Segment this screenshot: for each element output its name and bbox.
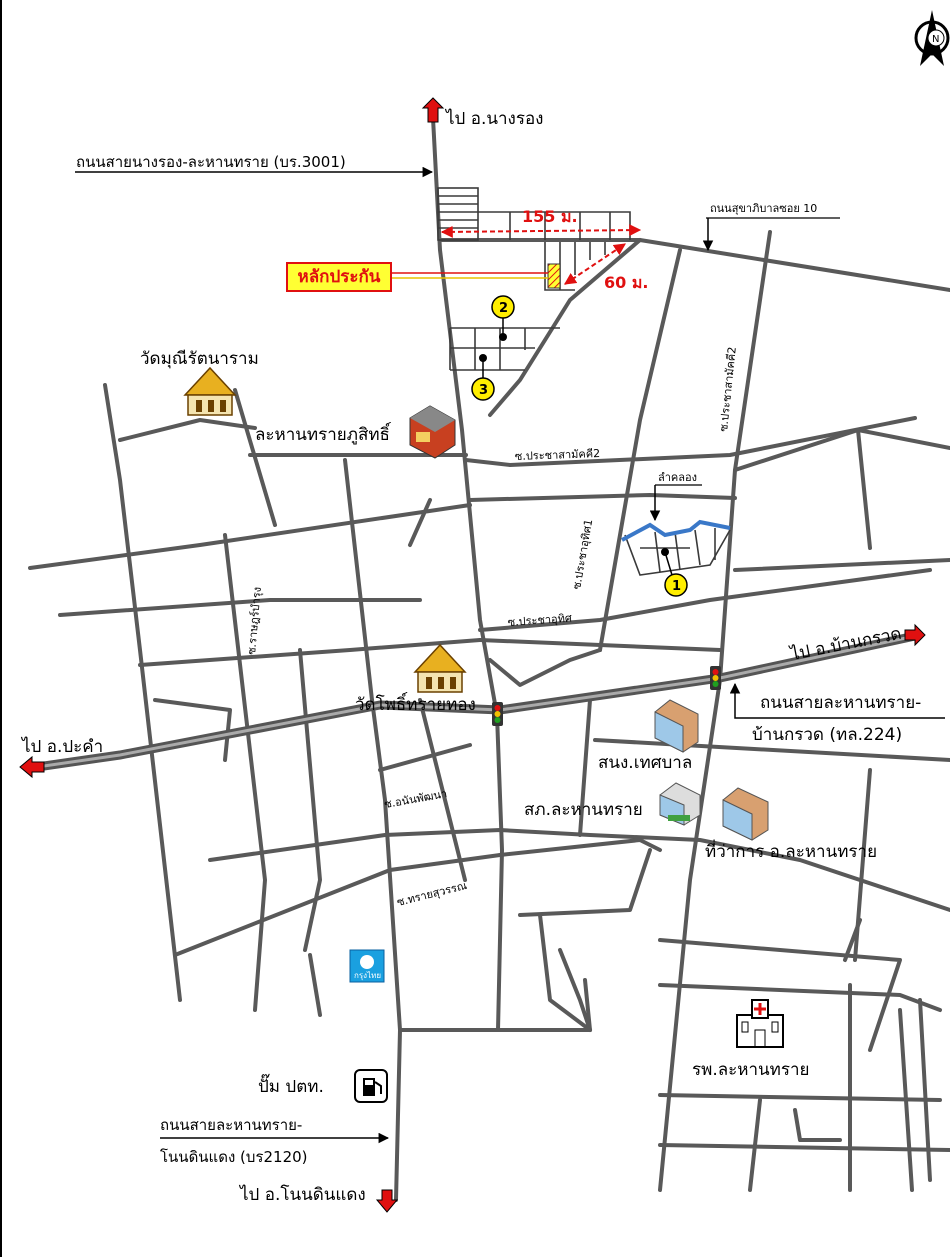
label-police: สภ.ละหานทราย xyxy=(524,800,643,820)
label-soi-anan: ซ.อนันพัฒนา xyxy=(383,787,449,811)
hospital-icon xyxy=(737,1000,783,1047)
label-phusit: ละหานทรายภูสิทธิ์ xyxy=(255,425,390,445)
label-soi10: ถนนสุขาภิบาลซอย 10 xyxy=(710,202,818,215)
label-soi-samakkhi2-b: ซ.ประชาสามัคคี2 xyxy=(717,346,739,433)
label-dist-155: 155 ม. xyxy=(522,207,578,226)
label-road-3001: ถนนสายนางรอง-ละหานทราย (บร.3001) xyxy=(76,153,346,171)
gas-pump-icon xyxy=(355,1070,387,1102)
lot-grid-east xyxy=(622,522,730,575)
building-icon xyxy=(660,783,700,825)
temple-icon xyxy=(185,368,235,415)
label-to-pakham: ไป อ.ปะคำ xyxy=(22,737,104,757)
label-gas: ปั๊ม ปตท. xyxy=(258,1077,324,1097)
direction-arrow-west xyxy=(20,757,44,777)
label-road-224-line2: บ้านกรวด (ทล.224) xyxy=(752,725,903,745)
label-to-ban-kruat: ไป อ.บ้านกรวด xyxy=(789,623,904,665)
shop-icon xyxy=(410,406,455,458)
label-soi-uthit: ซ.ประชาอุทิศ xyxy=(507,611,573,629)
direction-arrow-south xyxy=(377,1190,397,1212)
location-marker-2 xyxy=(492,296,514,341)
label-municipality: สนง.เทศบาล xyxy=(598,753,693,773)
label-lam-khlong: ลำคลอง xyxy=(658,471,697,484)
label-road-2120-line1: ถนนสายละหานทราย- xyxy=(160,1116,303,1134)
temple-icon xyxy=(415,645,465,692)
label-road-2120-line2: โนนดินแดง (บร2120) xyxy=(160,1148,308,1166)
traffic-light-icon xyxy=(492,702,503,726)
label-soi-rat: ซ.ราษฎร์บำรุง xyxy=(245,586,264,656)
traffic-light-icon xyxy=(710,666,721,690)
label-wat-pho: วัดโพธิ์ทรายทอง xyxy=(355,695,476,715)
label-wat-muni: วัดมุณีรัตนาราม xyxy=(140,349,259,369)
collateral-label: หลักประกัน xyxy=(286,262,392,292)
north-arrow-label: N xyxy=(932,34,940,45)
marker-1-label: 1 xyxy=(672,579,682,594)
bank-icon xyxy=(350,950,384,982)
label-soi-sai: ซ.ทรายสุวรรณ xyxy=(395,878,469,909)
label-road-224-line1: ถนนสายละหานทราย- xyxy=(760,693,922,713)
label-to-nang-rong: ไป อ.นางรอง xyxy=(446,109,544,129)
label-to-non-din-daeng: ไป อ.โนนดินแดง xyxy=(240,1185,366,1205)
marker-2-label: 2 xyxy=(499,301,509,316)
label-dist-60: 60 ม. xyxy=(604,273,649,292)
building-icon xyxy=(723,788,768,840)
bank-label: กรุงไทย xyxy=(354,971,382,980)
direction-arrow-north xyxy=(423,98,443,122)
marker-3-label: 3 xyxy=(479,383,489,398)
label-soi-samakkhi2-a: ซ.ประชาสามัคคี2 xyxy=(514,447,601,463)
label-district-office: ที่ว่าการ อ.ละหานทราย xyxy=(705,842,878,862)
label-soi-uthit1: ซ.ประชาอุทิศ1 xyxy=(570,518,596,591)
collateral-plot xyxy=(548,264,560,288)
north-arrow-icon xyxy=(916,10,948,66)
label-hospital: รพ.ละหานทราย xyxy=(692,1060,810,1080)
